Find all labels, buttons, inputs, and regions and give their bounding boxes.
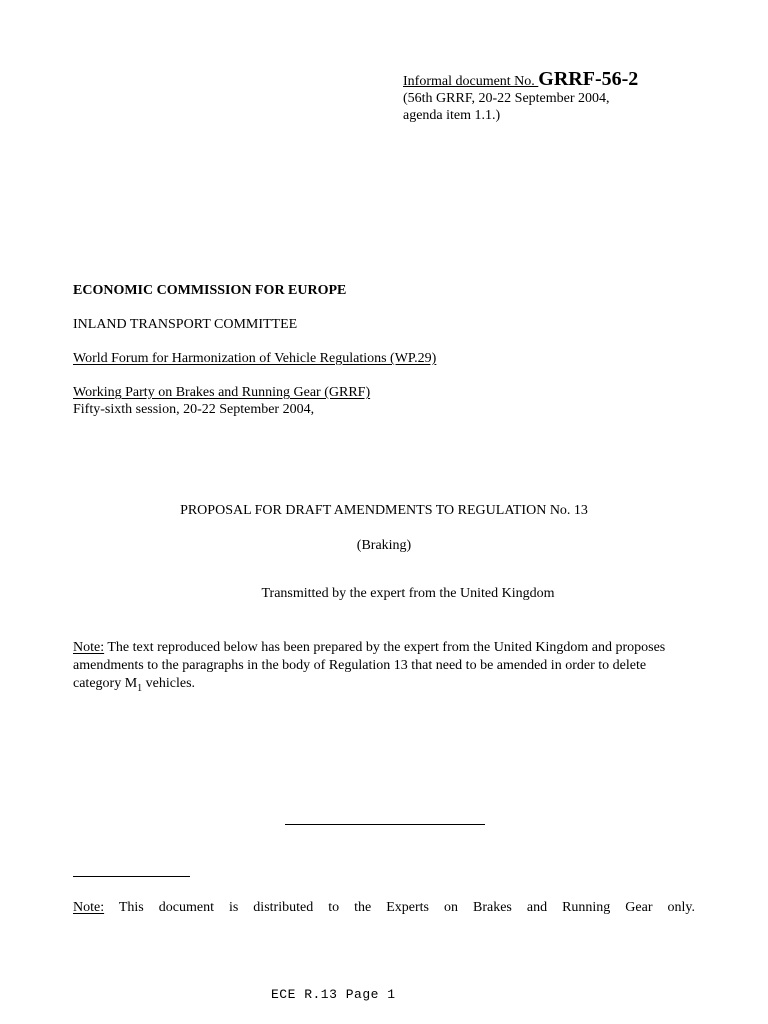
page-footer: ECE R.13 Page 1 xyxy=(271,987,396,1002)
distribution-footnote xyxy=(73,899,695,917)
footnote-label: Note: xyxy=(73,900,105,915)
proposal-title: PROPOSAL FOR DRAFT AMENDMENTS TO REGULATION No. 13 xyxy=(180,503,588,518)
note-text: The text reproduced below has been prepared by the expert from the United Kingdom and proposes amendments to the paragraphs in the body of Regulation 13 that need to be amended in order to delete category M xyxy=(73,640,666,691)
introductory-note xyxy=(73,639,693,698)
footnote-divider xyxy=(73,876,190,877)
section-divider xyxy=(285,824,485,825)
note-text-end: vehicles. xyxy=(142,676,196,691)
working-party-title: Working Party on Brakes and Running Gear (GRRF) xyxy=(73,385,371,400)
document-number: GRRF-56-2 xyxy=(538,68,639,90)
footnote-text: This document is distributed to the Experts on Brakes and Running Gear only. xyxy=(104,900,695,915)
document-number-line xyxy=(403,68,639,90)
note-label: Note: xyxy=(73,640,105,655)
session-title: Fifty-sixth session, 20-22 September 2004, xyxy=(73,402,315,417)
session-reference: (56th GRRF, 20-22 September 2004, xyxy=(403,91,610,106)
document-number-label: Informal document No. xyxy=(403,74,539,89)
proposal-subtitle: (Braking) xyxy=(356,538,412,553)
document-reference-block xyxy=(403,68,639,124)
organization-block xyxy=(73,282,436,418)
note-subscript: 1 xyxy=(137,682,143,694)
agenda-reference: agenda item 1.1.) xyxy=(403,108,501,123)
forum-title: World Forum for Harmonization of Vehicle Regulations (WP.29) xyxy=(73,351,437,366)
transmitted-by: Transmitted by the expert from the United Kingdom xyxy=(261,586,555,601)
commission-title: ECONOMIC COMMISSION FOR EUROPE xyxy=(73,283,347,298)
committee-title: INLAND TRANSPORT COMMITTEE xyxy=(73,317,298,332)
